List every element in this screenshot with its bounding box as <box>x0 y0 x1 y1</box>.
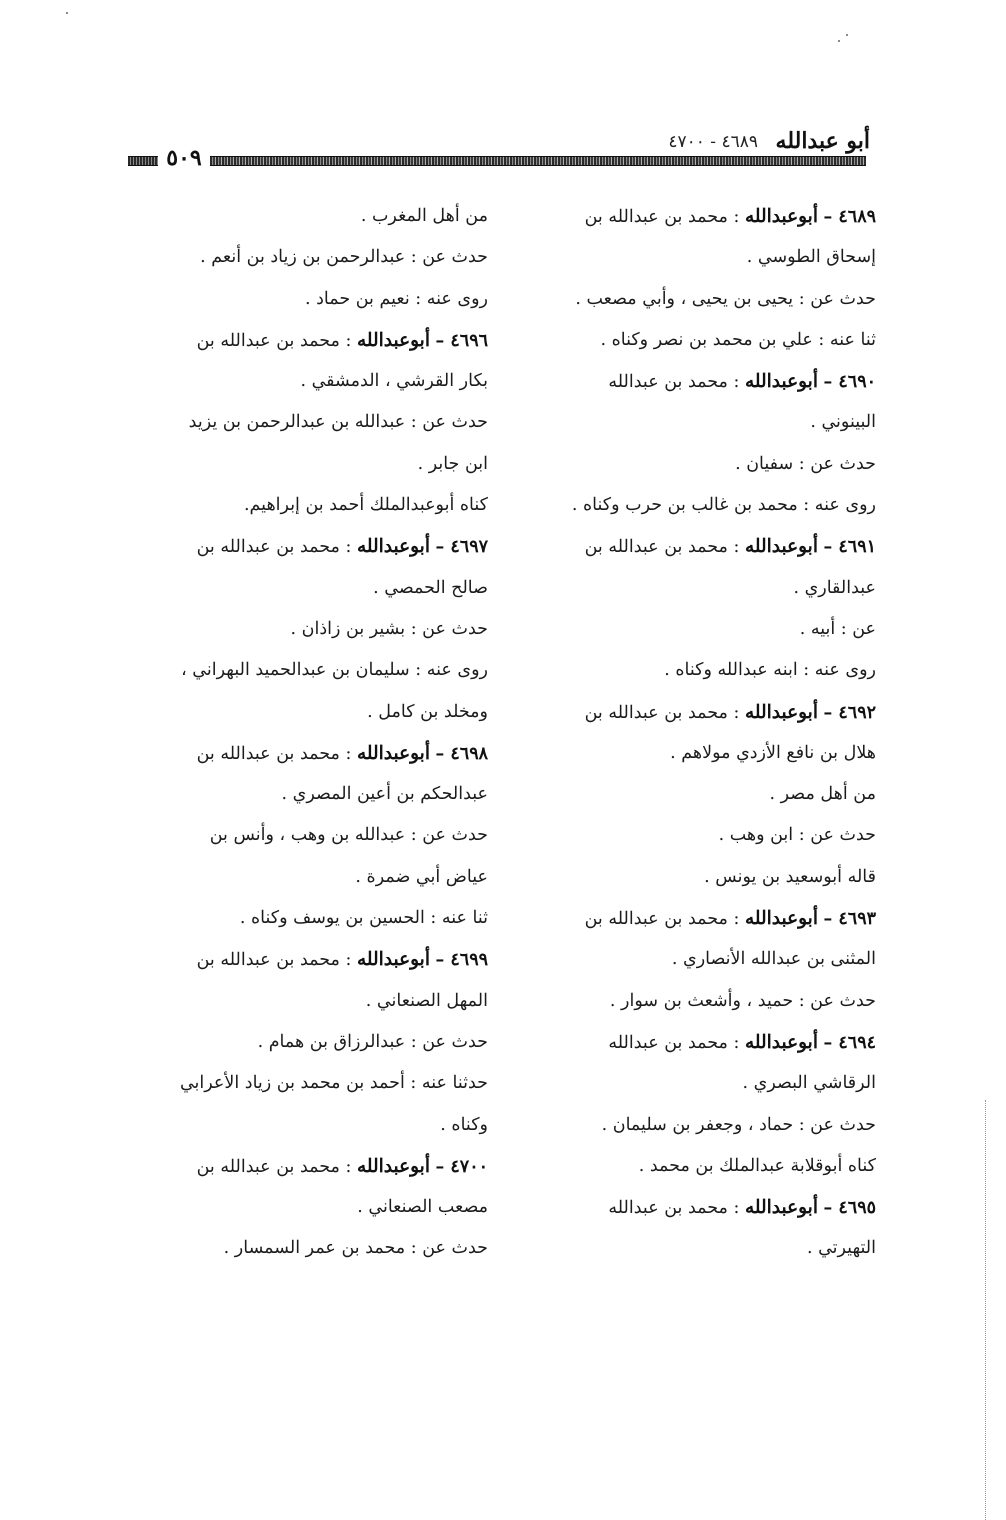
entry-kunya: أبوعبدالله <box>744 371 818 393</box>
entry-kunya: أبوعبدالله <box>744 1031 818 1053</box>
scan-speck <box>838 40 840 42</box>
entry-kunya: أبوعبدالله <box>356 536 430 558</box>
line-text: ثنا عنه : علي بن محمد بن نصر وكناه . <box>600 329 876 350</box>
text-line <box>524 568 876 609</box>
line-text: الرقاشي البصري . <box>742 1073 876 1094</box>
line-text: : محمد بن عبدالله بن <box>584 702 740 723</box>
line-text: ابن جابر . <box>417 453 488 474</box>
text-line <box>524 981 876 1022</box>
line-text: روى عنه : محمد بن غالب بن حرب وكناه . <box>571 495 876 516</box>
text-line <box>136 692 488 733</box>
line-text: كناه أبوعبدالملك أحمد بن إبراهيم. <box>243 495 488 516</box>
line-text: حدث عن : عبدالله بن وهب ، وأنس بن <box>209 825 488 846</box>
line-text: حدث عن : حماد ، وجعفر بن سليمان . <box>601 1114 876 1135</box>
entry-heading-line <box>136 939 488 980</box>
header-entry-range: ٤٦٨٩ - ٤٧٠٠ <box>668 132 758 152</box>
text-line <box>136 444 488 485</box>
line-text: عياض أبي ضمرة . <box>355 866 488 887</box>
line-text: التهيرتي . <box>806 1238 876 1259</box>
entry-number: ٤٦٩٤ – <box>823 1032 876 1053</box>
entry-number: ٤٦٩٩ – <box>435 950 488 971</box>
line-text: المثنى بن عبدالله الأنصاري . <box>671 949 876 970</box>
line-text: : محمد بن عبدالله بن <box>196 330 352 351</box>
entry-number: ٤٦٩٠ – <box>823 372 876 393</box>
text-line <box>136 1105 488 1146</box>
line-text: روى عنه : سليمان بن عبدالحميد البهراني ، <box>181 660 488 681</box>
line-text: : محمد بن عبدالله <box>608 372 740 393</box>
scan-speck <box>846 34 848 36</box>
line-text: حدث عن : محمد بن عمر السمسار . <box>223 1238 488 1259</box>
line-text: ومخلد بن كامل . <box>367 701 488 722</box>
text-line <box>136 402 488 443</box>
line-text: : محمد بن عبدالله بن <box>196 537 352 558</box>
text-line <box>136 196 488 237</box>
line-text: حدث عن : ابن وهب . <box>718 825 876 846</box>
header-rule <box>210 156 866 166</box>
text-line <box>524 1146 876 1187</box>
entry-kunya: أبوعبدالله <box>744 536 818 558</box>
entry-number: ٤٦٩١ – <box>823 537 876 558</box>
line-text: حدث عن : سفيان . <box>735 453 876 474</box>
entry-heading-line <box>524 1187 876 1228</box>
line-text: : محمد بن عبدالله بن <box>196 1156 352 1177</box>
entry-number: ٤٦٩٨ – <box>435 743 488 764</box>
entry-number: ٤٧٠٠ – <box>435 1156 488 1177</box>
line-text: بكار القرشي ، الدمشقي . <box>300 371 488 392</box>
entry-heading-line <box>136 733 488 774</box>
text-line <box>524 733 876 774</box>
line-text: صالح الحمصي . <box>373 577 488 598</box>
text-line <box>136 279 488 320</box>
header-title: أبو عبدالله <box>775 128 870 154</box>
text-line <box>136 898 488 939</box>
text-line <box>136 1022 488 1063</box>
line-text: روى عنه : نعيم بن حماد . <box>304 288 488 309</box>
entry-heading-line <box>524 361 876 402</box>
scan-edge-line <box>985 1100 987 1520</box>
entry-kunya: أبوعبدالله <box>744 908 818 930</box>
line-text: : محمد بن عبدالله <box>608 1032 740 1053</box>
line-text: مصعب الصنعاني . <box>357 1197 488 1218</box>
line-text: : محمد بن عبدالله بن <box>584 909 740 930</box>
text-line <box>524 1063 876 1104</box>
text-line <box>136 981 488 1022</box>
text-line <box>524 774 876 815</box>
line-text: قاله أبوسعيد بن يونس . <box>704 866 876 887</box>
line-text: المهل الصنعاني . <box>365 990 488 1011</box>
entry-kunya: أبوعبدالله <box>744 701 818 723</box>
line-text: ثنا عنه : الحسين بن يوسف وكناه . <box>239 908 488 929</box>
entry-heading-line <box>136 526 488 567</box>
text-line <box>524 857 876 898</box>
line-text: حدث عن : حميد ، وأشعث بن سوار . <box>609 990 876 1011</box>
line-text: حدثنا عنه : أحمد بن محمد بن زياد الأعرابي <box>179 1073 488 1094</box>
text-line <box>524 609 876 650</box>
entry-number: ٤٦٩٦ – <box>435 330 488 351</box>
text-line <box>524 279 876 320</box>
entry-heading-line <box>524 196 876 237</box>
entry-heading-line <box>136 1146 488 1187</box>
line-text: : محمد بن عبدالله بن <box>584 207 740 227</box>
text-line <box>136 237 488 278</box>
text-line <box>136 1063 488 1104</box>
entry-number: ٤٦٨٩ – <box>823 207 876 227</box>
entry-kunya: أبوعبدالله <box>356 1155 430 1177</box>
line-text: البينوني . <box>810 412 876 433</box>
entry-kunya: أبوعبدالله <box>356 742 430 764</box>
text-line <box>524 444 876 485</box>
line-text: عن : أبيه . <box>799 618 876 639</box>
text-line <box>136 1187 488 1228</box>
line-text: كناه أبوقلابة عبدالملك بن محمد . <box>638 1155 876 1176</box>
line-text: حدث عن : عبدالرحمن بن زياد بن أنعم . <box>200 247 488 268</box>
text-line <box>136 485 488 526</box>
text-line <box>524 650 876 691</box>
entry-heading-line <box>136 320 488 361</box>
line-text: إسحاق الطوسي . <box>746 247 876 268</box>
line-text: من أهل مصر . <box>769 784 876 805</box>
entry-heading-line <box>524 1022 876 1063</box>
entry-number: ٤٦٩٣ – <box>823 909 876 930</box>
line-text: حدث عن : عبدالله بن عبدالرحمن بن يزيد <box>188 412 488 433</box>
entry-kunya: أبوعبدالله <box>356 329 430 351</box>
entry-heading-line <box>524 526 876 567</box>
entry-heading-line <box>524 898 876 939</box>
entry-kunya: أبوعبدالله <box>744 1197 818 1219</box>
text-line <box>524 1228 876 1269</box>
text-line <box>136 361 488 402</box>
text-line <box>136 774 488 815</box>
text-line <box>524 939 876 980</box>
left-column <box>136 196 488 1270</box>
line-text: : محمد بن عبدالله بن <box>584 537 740 558</box>
page-number: ٥٠٩ <box>166 145 202 171</box>
right-column <box>524 196 876 1270</box>
text-line <box>136 650 488 691</box>
line-text: وكناه . <box>440 1114 488 1135</box>
text-line <box>136 609 488 650</box>
entry-number: ٤٦٩٢ – <box>823 702 876 723</box>
text-line <box>524 320 876 361</box>
text-line <box>524 237 876 278</box>
entry-number: ٤٦٩٧ – <box>435 537 488 558</box>
text-line <box>136 857 488 898</box>
entry-kunya: أبوعبدالله <box>356 949 430 971</box>
line-text: عبدالحكم بن أعين المصري . <box>281 784 488 805</box>
scan-speck <box>66 12 68 14</box>
line-text: حدث عن : بشير بن زاذان . <box>290 618 488 639</box>
line-text: حدث عن : عبدالرزاق بن همام . <box>257 1031 488 1052</box>
line-text: : محمد بن عبدالله بن <box>196 743 352 764</box>
line-text: حدث عن : يحيى بن يحيى ، وأبي مصعب . <box>575 288 876 309</box>
line-text: : محمد بن عبدالله <box>608 1198 740 1219</box>
entry-number: ٤٦٩٥ – <box>823 1198 876 1219</box>
text-line <box>524 402 876 443</box>
header-rule-left <box>128 156 158 166</box>
line-text: هلال بن نافع الأزدي مولاهم . <box>670 742 876 763</box>
text-line <box>136 815 488 856</box>
entry-heading-line <box>524 692 876 733</box>
line-text: : محمد بن عبدالله بن <box>196 950 352 971</box>
text-line <box>524 815 876 856</box>
text-line <box>524 485 876 526</box>
line-text: عبدالقاري . <box>793 577 876 598</box>
text-line <box>136 568 488 609</box>
entry-kunya: أبوعبدالله <box>744 206 818 227</box>
line-text: روى عنه : ابنه عبدالله وكناه . <box>664 660 876 681</box>
line-text: من أهل المغرب . <box>360 206 488 226</box>
text-line <box>524 1105 876 1146</box>
text-line <box>136 1228 488 1269</box>
